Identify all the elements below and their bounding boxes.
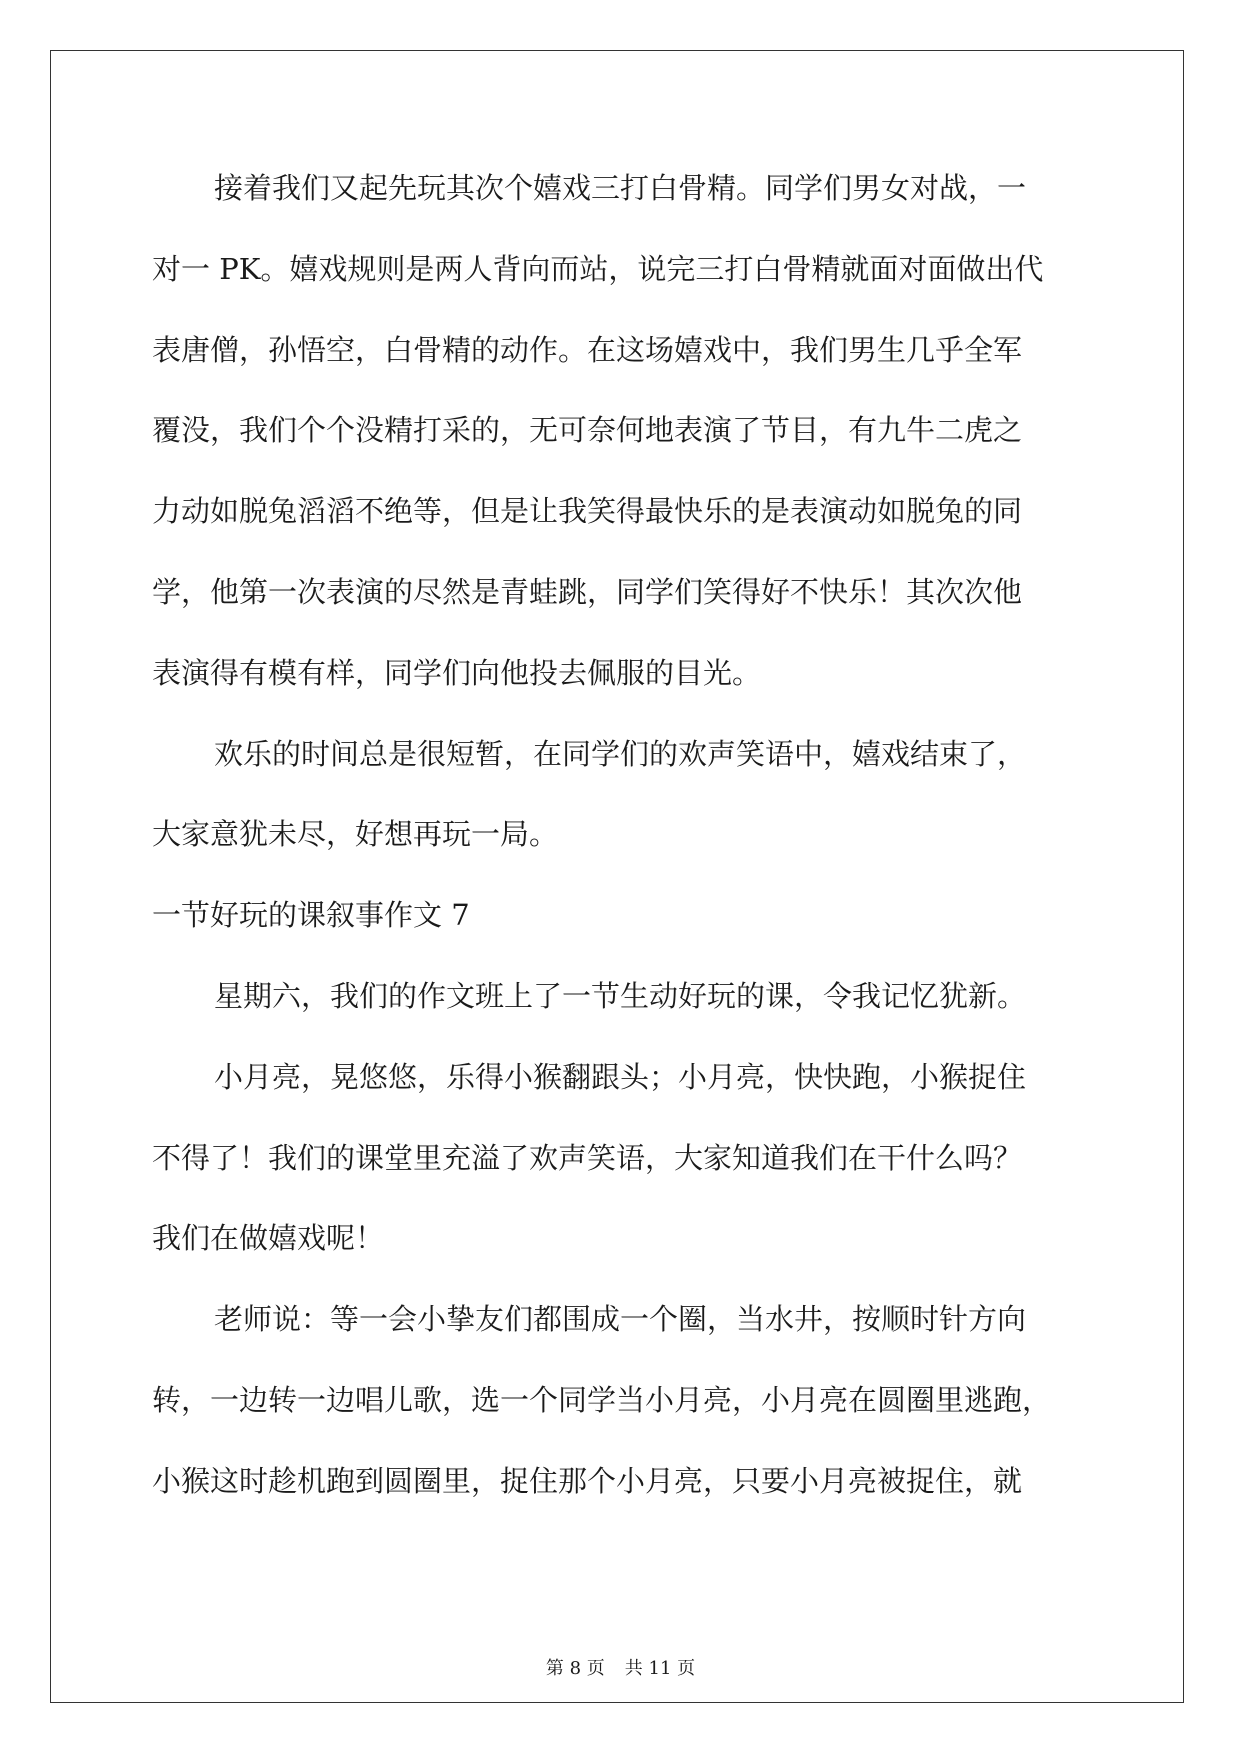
text-line: 表演得有模有样，同学们向他投去佩服的目光。	[152, 655, 762, 690]
page-footer	[0, 1654, 1241, 1680]
section-heading: 一节好玩的课叙事作文 7	[152, 898, 470, 933]
text-line: 对一 PK。嬉戏规则是两人背向而站，说完三打白骨精就面对面做出代	[152, 251, 1044, 286]
page-total: 共 11 页	[624, 1658, 696, 1679]
text-line: 我们在做嬉戏呢！	[152, 1221, 385, 1256]
document-body	[152, 148, 1092, 1522]
text-line: 不得了！我们的课堂里充溢了欢声笑语，大家知道我们在干什么吗？	[152, 1140, 1023, 1175]
text-line: 表唐僧，孙悟空，白骨精的动作。在这场嬉戏中，我们男生几乎全军	[152, 332, 1023, 367]
text-line: 学，他第一次表演的尽然是青蛙跳，同学们笑得好不快乐！其次次他	[152, 574, 1023, 609]
text-line: 覆没，我们个个没精打采的，无可奈何地表演了节目，有九牛二虎之	[152, 413, 1023, 448]
text-line: 星期六，我们的作文班上了一节生动好玩的课，令我记忆犹新。	[214, 978, 1027, 1013]
text-line: 小猴这时趁机跑到圆圈里，捉住那个小月亮，只要小月亮被捉住，就	[152, 1463, 1023, 1498]
text-line: 欢乐的时间总是很短暂，在同学们的欢声笑语中，嬉戏结束了，	[214, 736, 1027, 771]
text-line: 大家意犹未尽，好想再玩一局。	[152, 817, 559, 852]
text-line: 转，一边转一边唱儿歌，选一个同学当小月亮，小月亮在圆圈里逃跑，	[152, 1382, 1052, 1417]
text-line: 接着我们又起先玩其次个嬉戏三打白骨精。同学们男女对战，一	[214, 171, 1027, 205]
text-line: 老师说：等一会小挚友们都围成一个圈，当水井，按顺时针方向	[214, 1302, 1027, 1337]
page-number: 第 8 页	[545, 1658, 605, 1679]
text-line: 力动如脱兔滔滔不绝等，但是让我笑得最快乐的是表演动如脱兔的同	[152, 494, 1023, 529]
text-line: 小月亮，晃悠悠，乐得小猴翻跟头；小月亮，快快跑，小猴捉住	[214, 1059, 1027, 1094]
